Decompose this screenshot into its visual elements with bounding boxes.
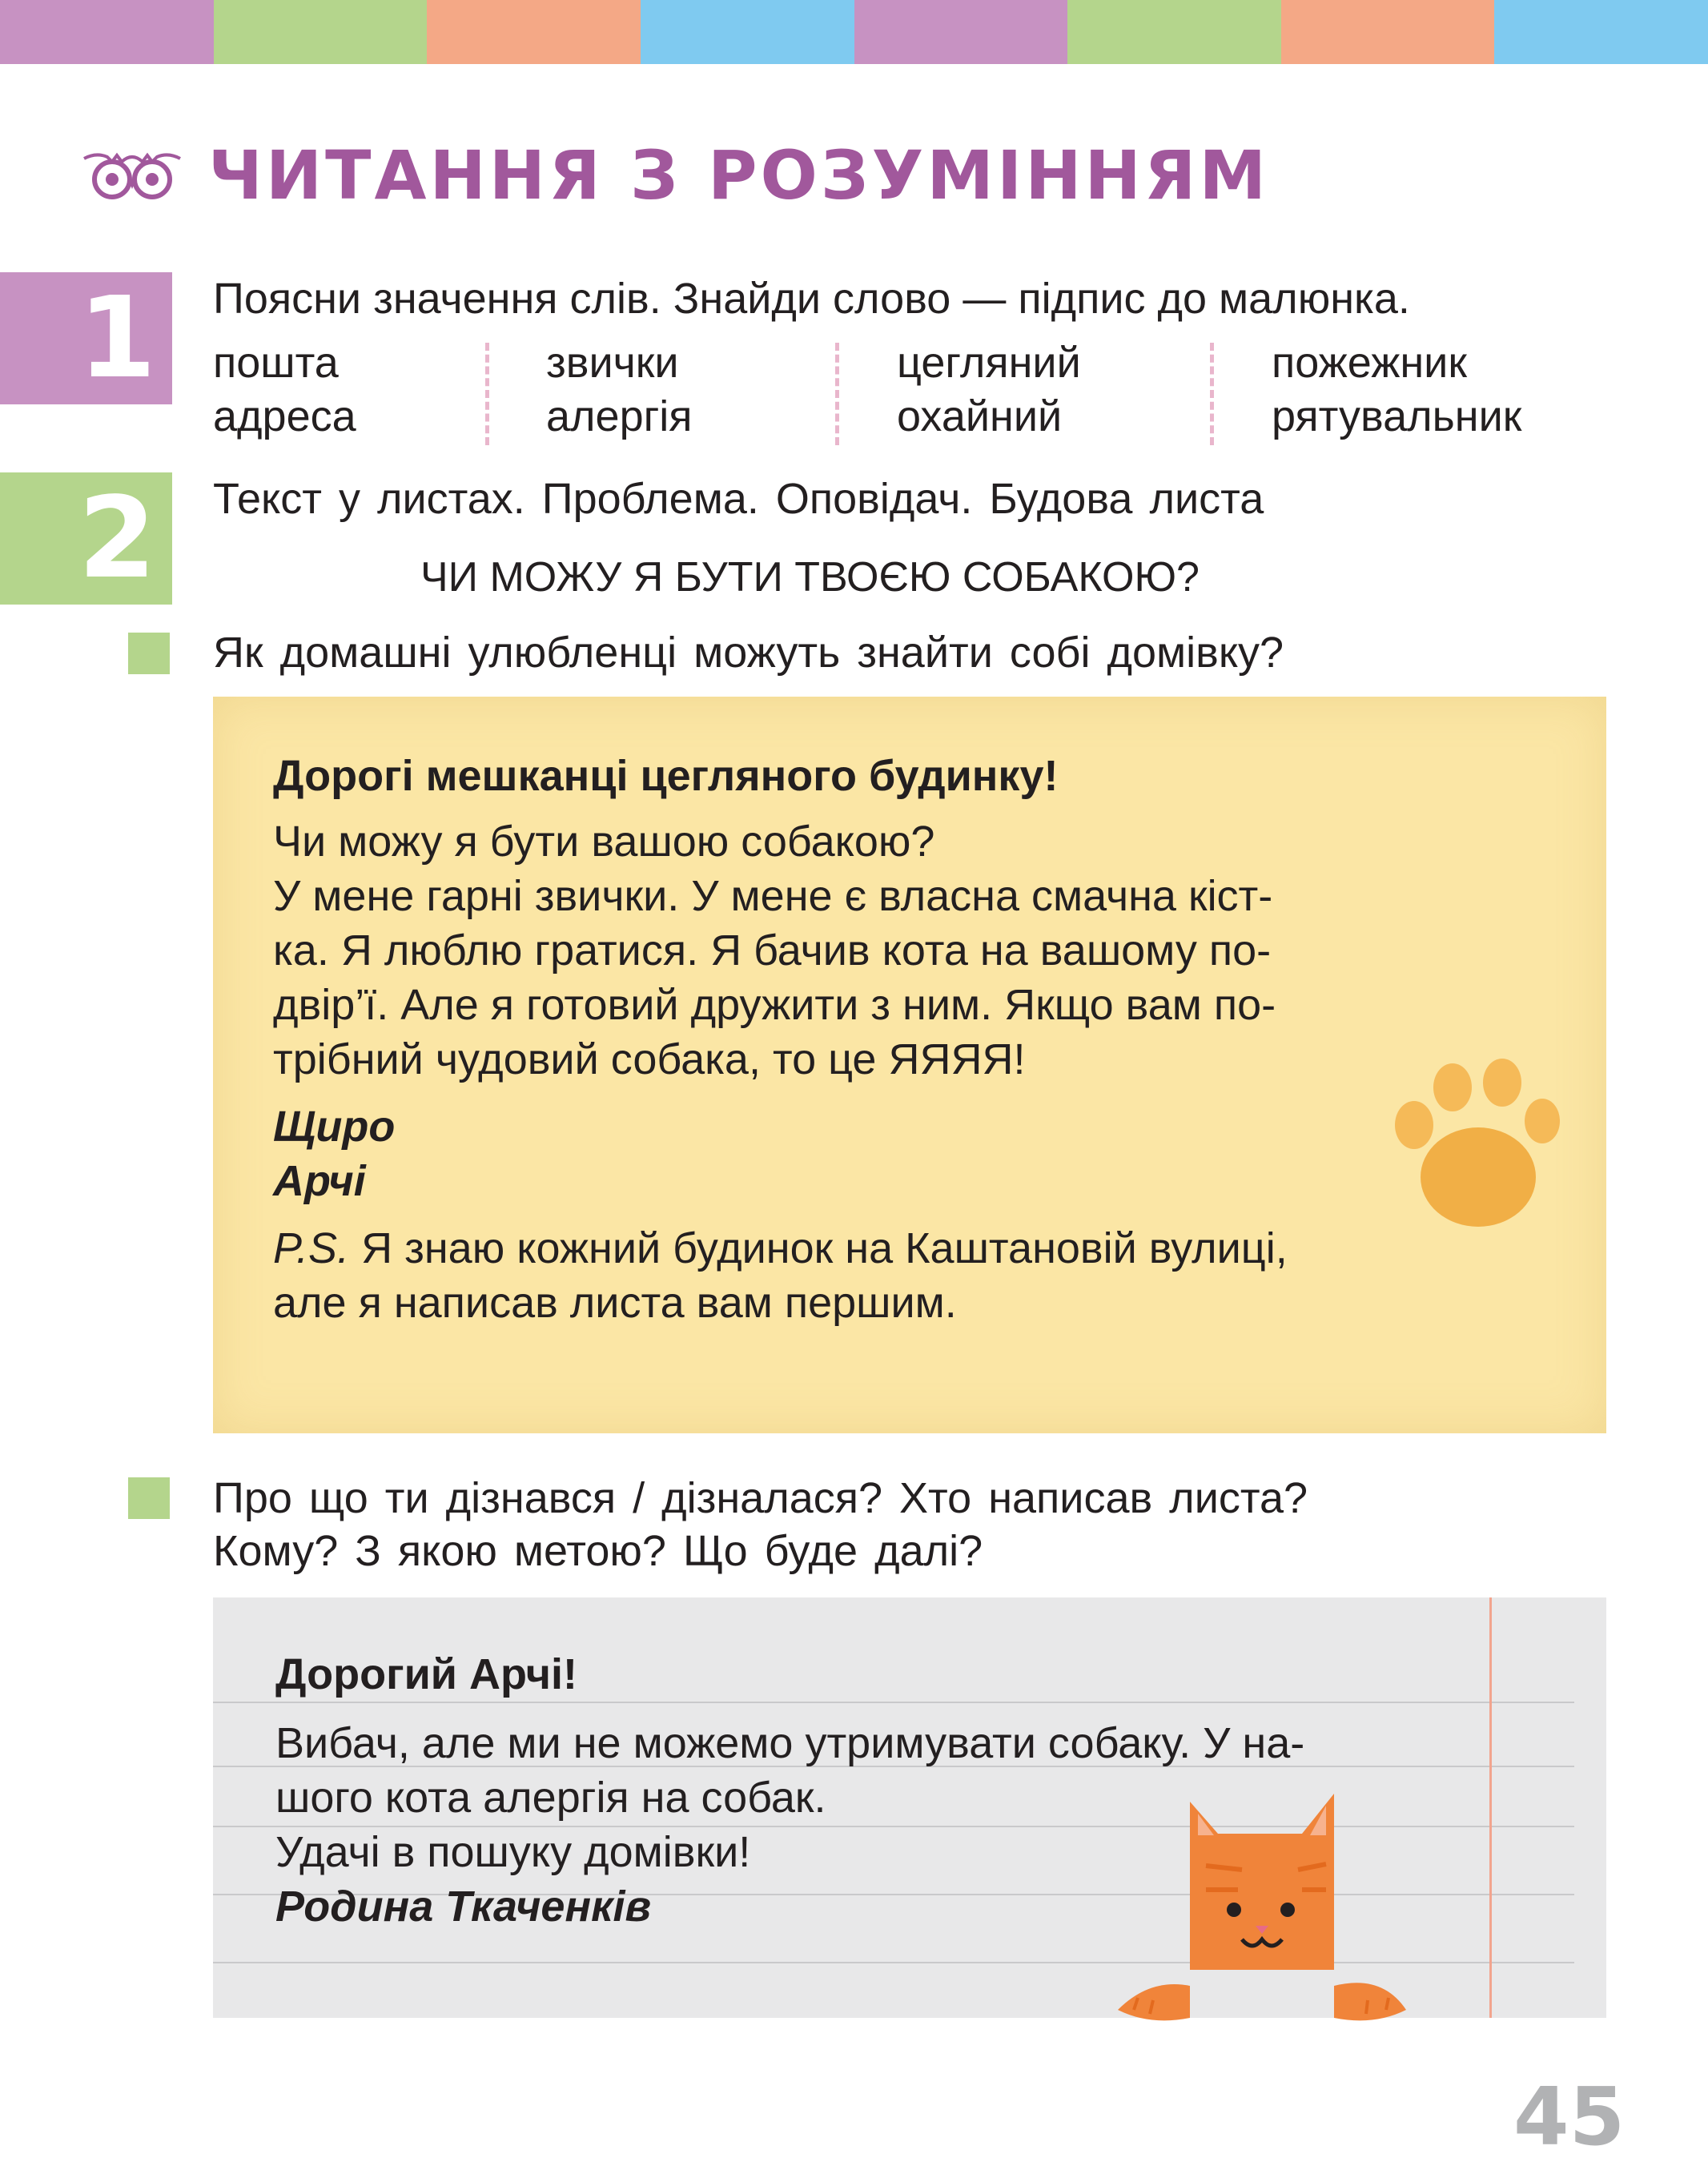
letter2-signature: Родина Ткаченків bbox=[275, 1883, 652, 1931]
task-number-badge: 1 bbox=[0, 272, 172, 404]
paw-print-icon bbox=[1382, 1049, 1566, 1249]
question-2-line: Про що ти дізнався / дізналася? Хто написав листа? bbox=[213, 1474, 1308, 1522]
letter2-line: Удачі в пошуку домівки! bbox=[275, 1828, 751, 1876]
stripe-6 bbox=[1067, 0, 1281, 64]
letter1-line: ка. Я люблю гратися. Я бачив кота на вашому по- bbox=[273, 926, 1272, 974]
ps-text: Я знаю кожний будинок на Каштановій вулиці, bbox=[349, 1224, 1288, 1272]
color-stripe-bar bbox=[0, 0, 1708, 64]
story-title: ЧИ МОЖУ Я БУТИ ТВОЄЮ СОБАКОЮ? bbox=[420, 554, 1200, 601]
letter1-greeting: Дорогі мешканці цегляного будинку! bbox=[273, 752, 1059, 800]
stripe-2 bbox=[214, 0, 428, 64]
letter2-greeting: Дорогий Арчі! bbox=[275, 1650, 577, 1698]
vocab-word: рятувальник bbox=[1272, 392, 1522, 440]
section-title: ЧИТАННЯ З РОЗУМІННЯМ bbox=[208, 136, 1270, 215]
letter1-closing: Щиро bbox=[273, 1103, 396, 1151]
question-2-line: Кому? З якою метою? Що буде далі? bbox=[213, 1527, 983, 1575]
bullet-square bbox=[128, 1477, 170, 1519]
ps-label: P.S. bbox=[273, 1224, 350, 1272]
stripe-4 bbox=[641, 0, 854, 64]
stripe-5 bbox=[854, 0, 1068, 64]
column-divider bbox=[1210, 343, 1214, 445]
vocab-word: алергія bbox=[546, 392, 693, 440]
vocab-word: адреса bbox=[213, 392, 356, 440]
task2-topics: Текст у листах. Проблема. Оповідач. Будова листа bbox=[213, 475, 1264, 523]
letter1-postscript-line: але я написав листа вам першим. bbox=[273, 1279, 957, 1327]
letter1-line: двір’ї. Але я готовий дружити з ним. Якщо вам по- bbox=[273, 981, 1276, 1029]
letter1-signature: Арчі bbox=[273, 1157, 366, 1205]
letter1-line: У мене гарні звички. У мене є власна смачна кіст- bbox=[273, 872, 1273, 920]
stripe-1 bbox=[0, 0, 214, 64]
letter1-line: трібний чудовий собака, то це ЯЯЯЯ! bbox=[273, 1035, 1026, 1083]
bullet-square bbox=[128, 633, 170, 674]
vocab-word: охайний bbox=[897, 392, 1063, 440]
owl-eyes-icon bbox=[80, 147, 184, 203]
question-1: Як домашні улюбленці можуть знайти собі домівку? bbox=[213, 629, 1284, 677]
column-divider bbox=[485, 343, 489, 445]
letter2-line: шого кота алергія на собак. bbox=[275, 1774, 826, 1822]
section-header bbox=[80, 136, 1269, 215]
letter-from-tkachenko-family bbox=[213, 1597, 1606, 2018]
vocabulary-word-grid bbox=[213, 336, 1574, 448]
letter1-postscript bbox=[273, 1221, 1570, 1276]
stripe-3 bbox=[427, 0, 641, 64]
cat-illustration-icon bbox=[1070, 1770, 1446, 2038]
page-number: 45 bbox=[1513, 2070, 1626, 2164]
column-divider bbox=[835, 343, 839, 445]
vocab-word: цегляний bbox=[897, 339, 1081, 387]
letter2-line: Вибач, але ми не можемо утримувати собаку. У на- bbox=[275, 1719, 1305, 1767]
vocab-word: пожежник bbox=[1272, 339, 1467, 387]
letter1-line: Чи можу я бути вашою собакою? bbox=[273, 818, 935, 866]
task-number-badge: 2 bbox=[0, 472, 172, 605]
vocab-word: звички bbox=[546, 339, 679, 387]
stripe-7 bbox=[1281, 0, 1495, 64]
stripe-8 bbox=[1494, 0, 1708, 64]
vocab-word: пошта bbox=[213, 339, 339, 387]
task1-instruction: Поясни значення слів. Знайди слово — підпис до малюнка. bbox=[213, 275, 1410, 323]
letter-from-archie bbox=[213, 697, 1606, 1433]
